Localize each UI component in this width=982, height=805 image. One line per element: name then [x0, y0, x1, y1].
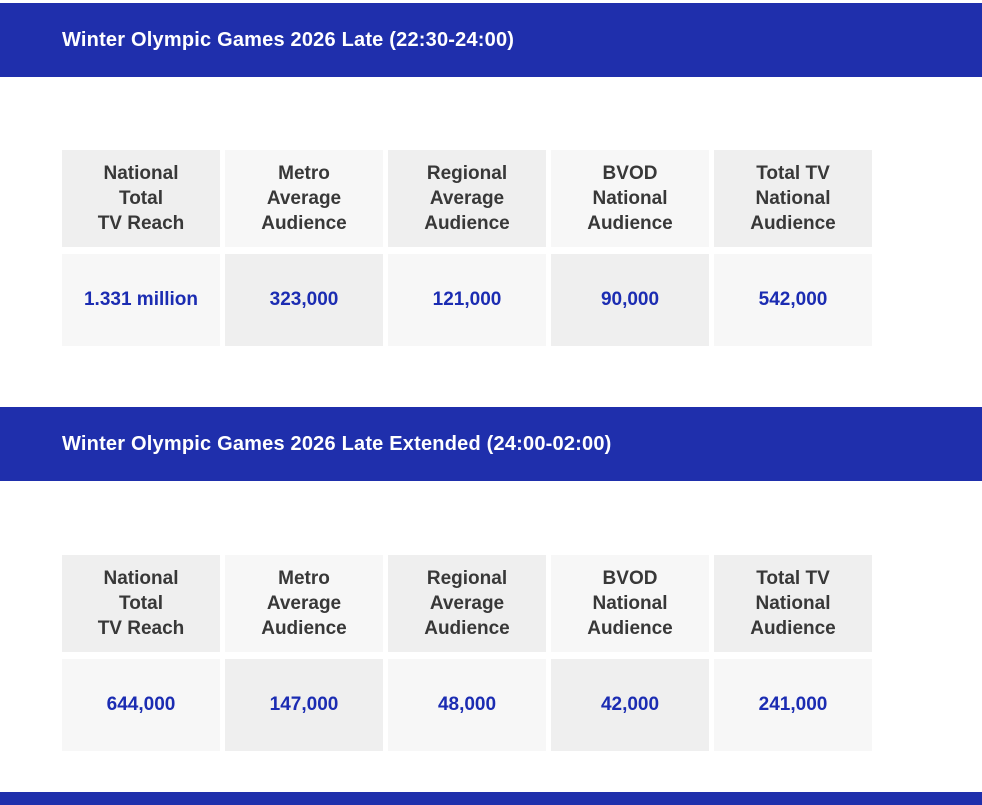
header-line: National [103, 163, 179, 184]
header-line: National [592, 593, 668, 614]
value-cell-national-total-tv-reach: 644,000 [62, 659, 220, 751]
column-header-national-total-tv-reach [62, 555, 220, 652]
column-header-regional-average-audience [388, 555, 546, 652]
header-line: Average [266, 593, 342, 614]
header-line: Average [429, 593, 505, 614]
audience-table-2 [62, 555, 872, 751]
header-line: Average [429, 188, 505, 209]
value-cell-metro-average-audience: 323,000 [225, 254, 383, 346]
header-line: National [592, 188, 668, 209]
header-line: Total [119, 593, 163, 614]
table-1-value-row [62, 254, 872, 346]
next-section-banner-edge [0, 792, 982, 805]
header-line: Total [119, 188, 163, 209]
header-line: Audience [587, 618, 673, 639]
header-line: Audience [424, 618, 510, 639]
column-header-national-total-tv-reach [62, 150, 220, 247]
header-line: Audience [261, 618, 347, 639]
header-line: Audience [750, 618, 836, 639]
header-line: Audience [587, 213, 673, 234]
section-2-title: Winter Olympic Games 2026 Late Extended (24:00-02:00) [62, 432, 612, 455]
header-line: National [755, 593, 831, 614]
column-header-bvod-national-audience [551, 555, 709, 652]
value-cell-regional-average-audience: 121,000 [388, 254, 546, 346]
value-cell-metro-average-audience: 147,000 [225, 659, 383, 751]
header-line: National [103, 568, 179, 589]
section-1-title: Winter Olympic Games 2026 Late (22:30-24:00) [62, 28, 515, 51]
header-line: Total TV [756, 163, 830, 184]
header-line: Regional [426, 568, 508, 589]
header-line: National [755, 188, 831, 209]
section-1-banner [0, 3, 982, 77]
audience-table-1 [62, 150, 872, 346]
header-line: Regional [426, 163, 508, 184]
value-cell-national-total-tv-reach: 1.331 million [62, 254, 220, 346]
header-line: Audience [261, 213, 347, 234]
column-header-metro-average-audience [225, 150, 383, 247]
section-2-banner [0, 407, 982, 481]
header-line: BVOD [602, 568, 658, 589]
header-line: TV Reach [97, 618, 185, 639]
header-line: Total TV [756, 568, 830, 589]
table-2-header-row [62, 555, 872, 652]
header-line: Average [266, 188, 342, 209]
header-line: TV Reach [97, 213, 185, 234]
value-cell-total-tv-national-audience: 241,000 [714, 659, 872, 751]
value-cell-bvod-national-audience: 90,000 [551, 254, 709, 346]
header-line: BVOD [602, 163, 658, 184]
table-1-header-row [62, 150, 872, 247]
header-line: Metro [278, 568, 330, 589]
header-line: Metro [278, 163, 330, 184]
column-header-regional-average-audience [388, 150, 546, 247]
column-header-total-tv-national-audience [714, 555, 872, 652]
table-2-value-row [62, 659, 872, 751]
value-cell-total-tv-national-audience: 542,000 [714, 254, 872, 346]
header-line: Audience [424, 213, 510, 234]
column-header-metro-average-audience [225, 555, 383, 652]
column-header-bvod-national-audience [551, 150, 709, 247]
value-cell-bvod-national-audience: 42,000 [551, 659, 709, 751]
header-line: Audience [750, 213, 836, 234]
column-header-total-tv-national-audience [714, 150, 872, 247]
value-cell-regional-average-audience: 48,000 [388, 659, 546, 751]
